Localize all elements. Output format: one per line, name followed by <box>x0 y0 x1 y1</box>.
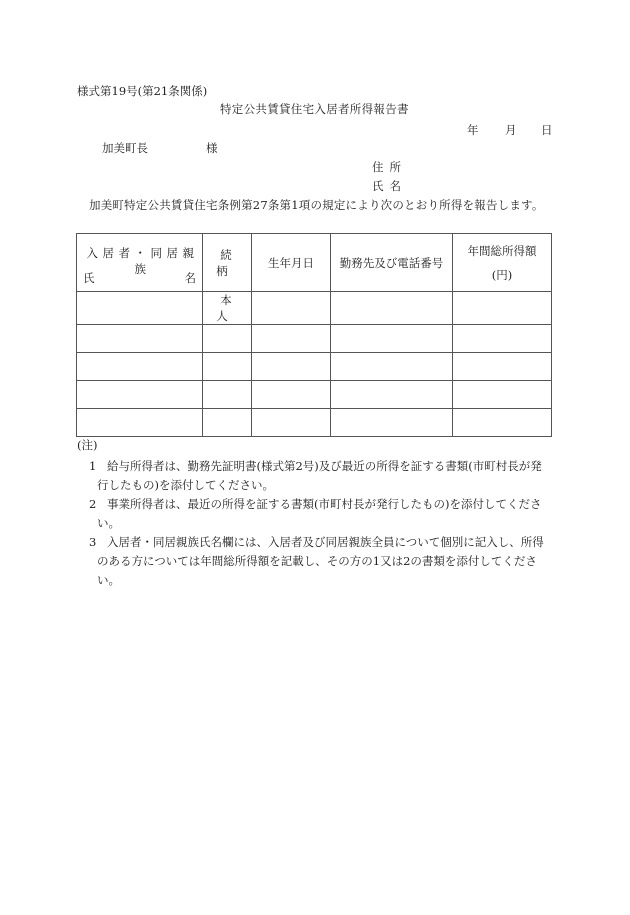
header-name-line1: 入居者・同居親族 <box>86 246 199 276</box>
header-name-mei: 名 <box>184 271 196 285</box>
cell-relation[interactable] <box>203 325 252 353</box>
cell-employer[interactable] <box>331 292 453 325</box>
table-row <box>77 381 552 409</box>
cell-income[interactable] <box>453 381 552 409</box>
report-statement: 加美町特定公共賃貸住宅条例第27条第1項の規定により次のとおり所得を報告します。 <box>89 198 544 212</box>
cell-relation[interactable] <box>203 409 252 437</box>
name-label: 氏名 <box>372 179 407 193</box>
address-label: 住所 <box>372 160 407 174</box>
cell-name[interactable] <box>77 325 203 353</box>
header-income <box>453 234 552 292</box>
addressee: 加美町長 <box>102 141 148 155</box>
date-month-label: 月 <box>505 123 517 137</box>
note-item <box>89 495 559 533</box>
cell-relation[interactable] <box>203 353 252 381</box>
cell-income[interactable] <box>453 409 552 437</box>
cell-relation-value: 本人 <box>216 293 242 323</box>
notes-title: (注) <box>77 438 98 452</box>
note-item <box>89 457 559 495</box>
note-text-line: 入居者・同居親族氏名欄には、入居者及び同居親族全員について個別に記入し、所得 <box>107 535 544 549</box>
cell-income[interactable] <box>453 353 552 381</box>
date-day-label: 日 <box>541 123 553 137</box>
note-item <box>89 533 559 590</box>
document-title: 特定公共賃貸住宅入居者所得報告書 <box>220 102 409 116</box>
cell-birthdate[interactable] <box>252 292 331 325</box>
cell-income[interactable] <box>453 292 552 325</box>
income-table <box>76 233 552 437</box>
cell-birthdate[interactable] <box>252 353 331 381</box>
cell-birthdate[interactable] <box>252 409 331 437</box>
table-row <box>77 292 552 325</box>
cell-name[interactable] <box>77 409 203 437</box>
cell-income[interactable] <box>453 325 552 353</box>
cell-name[interactable] <box>77 292 203 325</box>
note-text-line: のある方については年間総所得額を記載し、その方の1又は2の書類を添付してくださ <box>97 554 537 568</box>
note-number: 1 <box>89 459 97 473</box>
cell-employer[interactable] <box>331 353 453 381</box>
table-row <box>77 409 552 437</box>
note-text-line: い。 <box>97 516 120 530</box>
date-year-label: 年 <box>467 123 479 137</box>
note-text-line: 給与所得者は、勤務先証明書(様式第2号)及び最近の所得を証する書類(市町村長が発 <box>107 459 542 473</box>
note-text-line: 行したもの)を添付してください。 <box>97 478 274 492</box>
cell-birthdate[interactable] <box>252 381 331 409</box>
table-row <box>77 325 552 353</box>
note-text-line: い。 <box>97 573 120 587</box>
cell-name[interactable] <box>77 381 203 409</box>
cell-employer[interactable] <box>331 381 453 409</box>
cell-relation[interactable] <box>203 292 252 325</box>
addressee-honorific: 様 <box>206 141 218 155</box>
header-birthdate-label: 生年月日 <box>268 255 314 270</box>
table-row <box>77 353 552 381</box>
cell-name[interactable] <box>77 353 203 381</box>
header-relation-label: 続柄 <box>216 247 242 278</box>
header-name <box>77 234 203 292</box>
note-number: 2 <box>89 497 97 511</box>
note-number: 3 <box>89 535 97 549</box>
header-birthdate <box>252 234 331 292</box>
form-number: 様式第19号(第21条関係) <box>77 84 208 98</box>
header-income-unit: (円) <box>491 267 513 282</box>
cell-birthdate[interactable] <box>252 325 331 353</box>
note-text-line: 事業所得者は、最近の所得を証する書類(市町村長が発行したもの)を添付してくださ <box>107 497 542 511</box>
table-header-row <box>77 234 552 292</box>
header-income-label: 年間総所得額 <box>467 243 537 258</box>
header-relation <box>203 234 252 292</box>
cell-employer[interactable] <box>331 409 453 437</box>
header-employer-label: 勤務先及び電話番号 <box>339 255 444 270</box>
header-name-shi: 氏 <box>83 271 95 285</box>
cell-relation[interactable] <box>203 381 252 409</box>
cell-employer[interactable] <box>331 325 453 353</box>
header-employer <box>331 234 453 292</box>
